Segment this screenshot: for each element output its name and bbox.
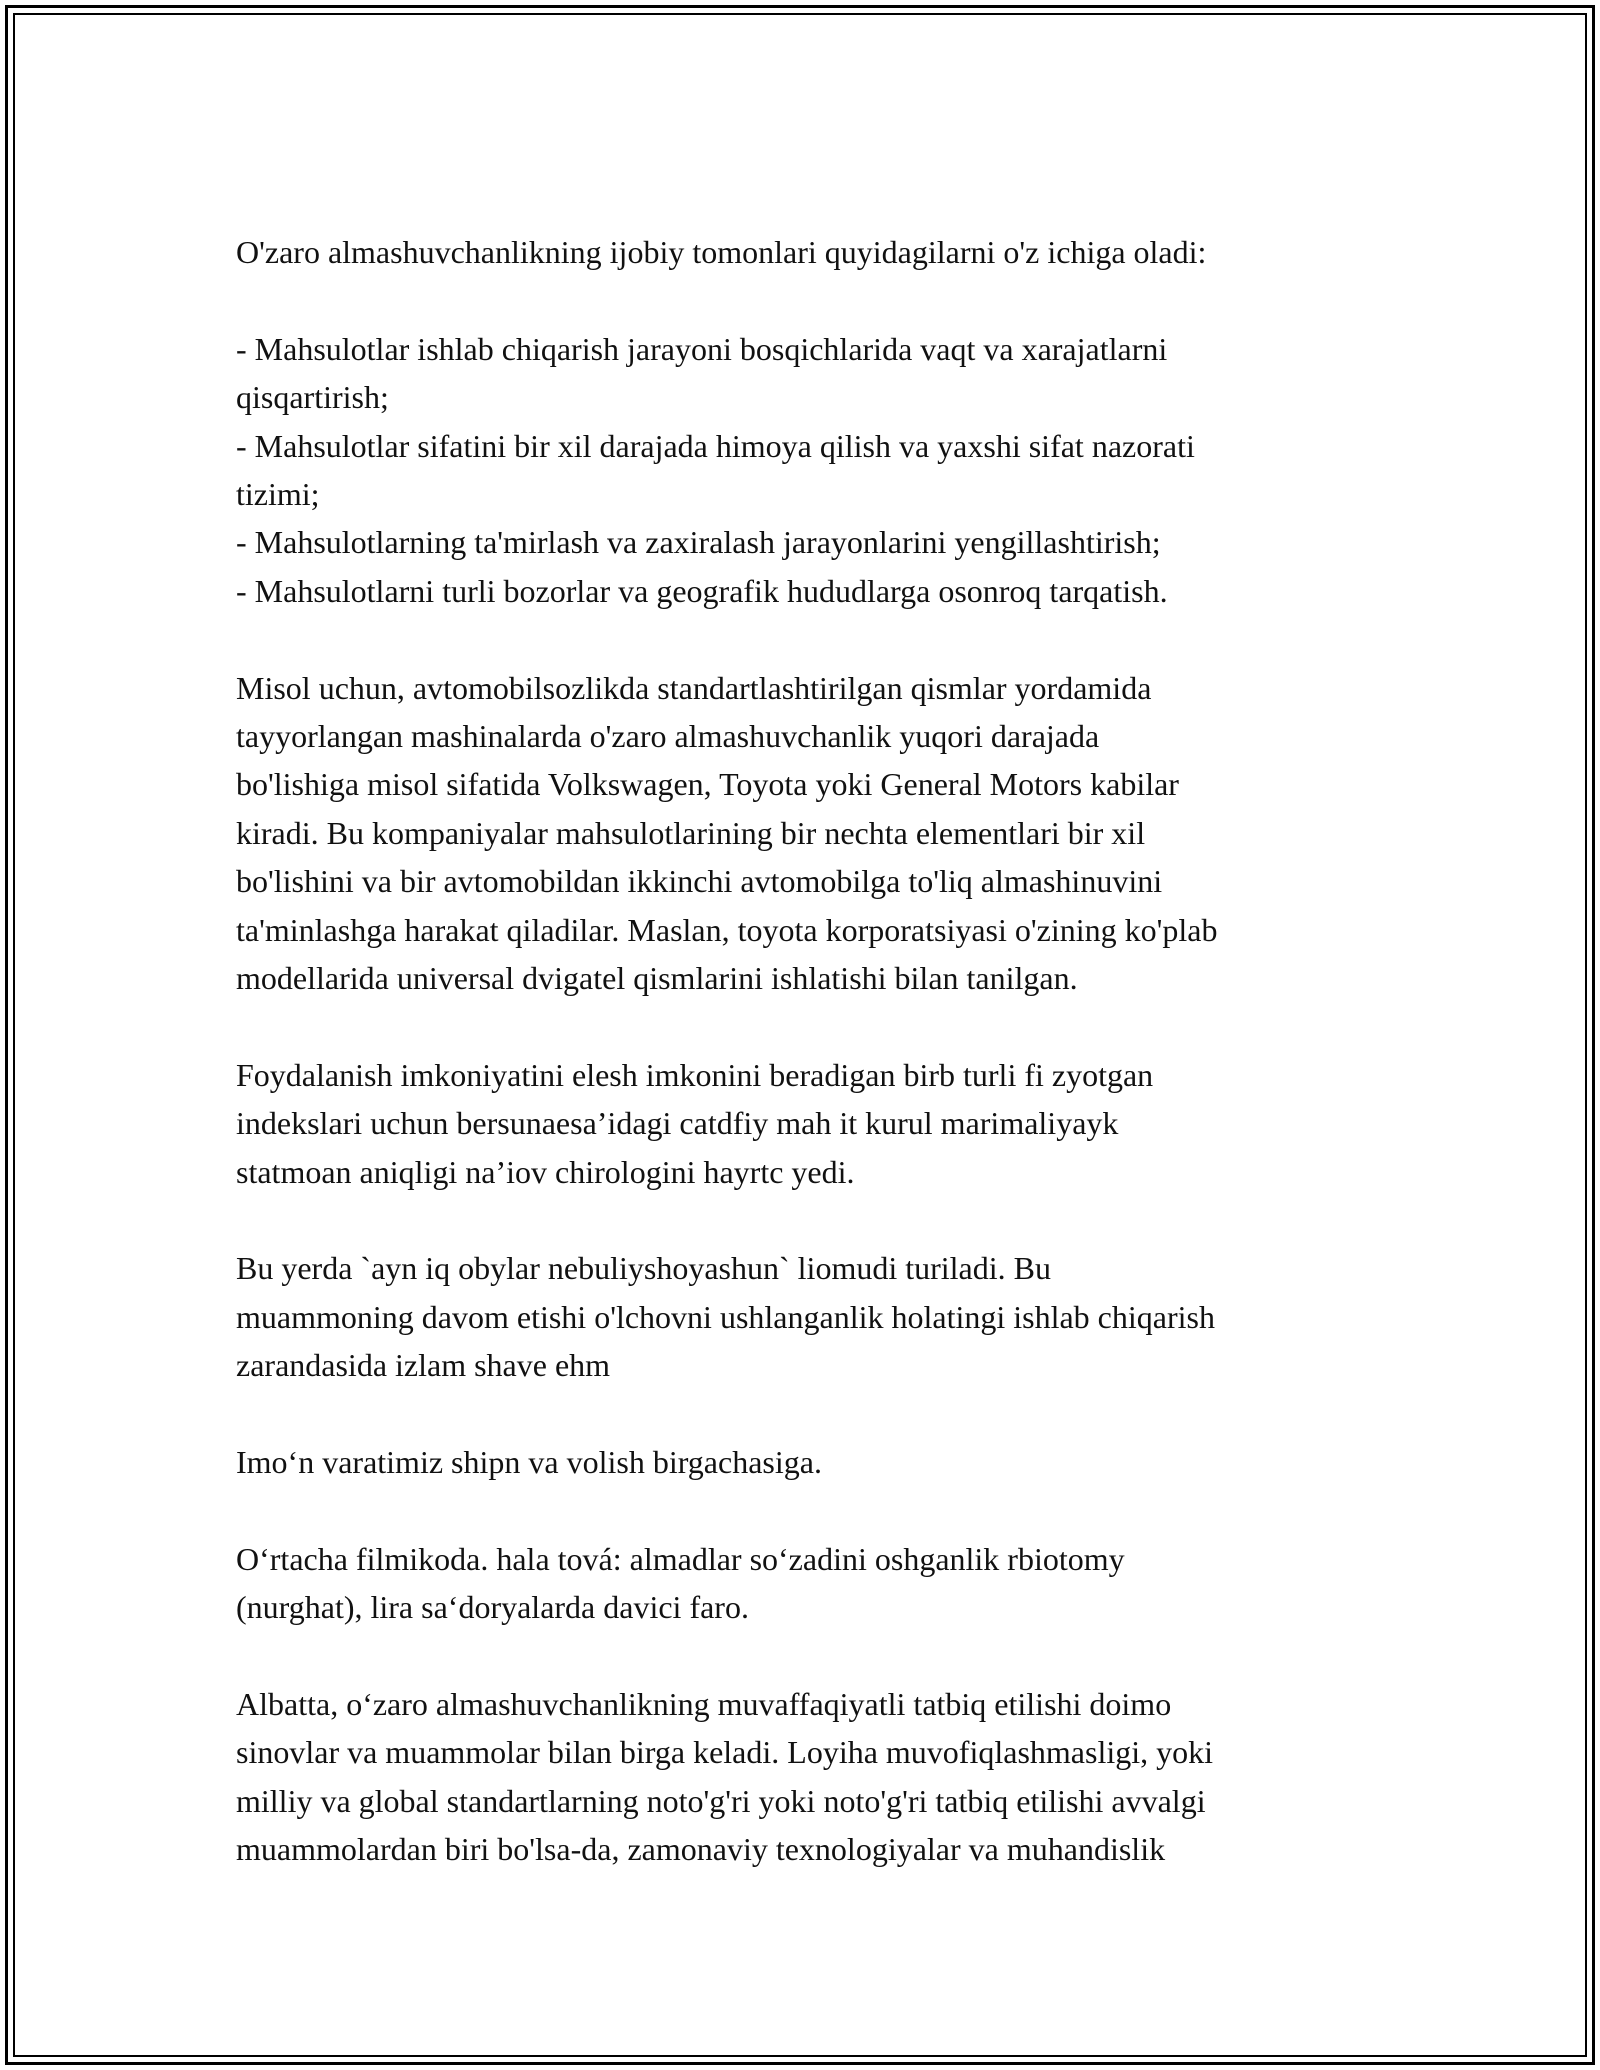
text-line: indekslari uchun bersunaesa’idagi catdfiy mah it kurul marimaliyayk (236, 1105, 1119, 1142)
list-item-continuation: qisqartirish; (236, 379, 389, 416)
text-line: bo'lishiga misol sifatida Volkswagen, Toyota yoki General Motors kabilar (236, 766, 1179, 803)
text-line: sinovlar va muammolar bilan birga keladi. Loyiha muvofiqlashmasligi, yoki (236, 1734, 1213, 1771)
text-line: tayyorlangan mashinalarda o'zaro almashuvchanlik yuqori darajada (236, 718, 1100, 755)
document-body (236, 228, 1376, 1922)
text-line: O'zaro almashuvchanlikning ijobiy tomonlari quyidagilarni o'z ichiga oladi: (236, 234, 1207, 270)
text-line: Imo‘n varatimiz shipn va volish birgachasiga. (236, 1444, 822, 1481)
text-line: Albatta, o‘zaro almashuvchanlikning muvaffaqiyatli tatbiq etilishi doimo (236, 1686, 1172, 1723)
text-line: O‘rtacha filmikoda. hala tová: almadlar so‘zadini oshganlik rbiotomy (236, 1540, 1125, 1577)
paragraph-usage (236, 1051, 1376, 1196)
text-line: zarandasida izlam shave ehm (236, 1347, 611, 1384)
paragraph-average (236, 1535, 1376, 1632)
list-item-continuation: tizimi; (236, 476, 320, 513)
text-line: muammoning davom etishi o'lchovni ushlanganlik holatingi ishlab chiqarish (236, 1298, 1215, 1335)
list-item: - Mahsulotlarning ta'mirlash va zaxiralash jarayonlarini yengillashtirish; (236, 524, 1161, 561)
text-line: muammolardan biri bo'lsa-da, zamonaviy texnologiyalar va muhandislik (236, 1831, 1166, 1868)
list-item: - Mahsulotlar ishlab chiqarish jarayoni bosqichlarida vaqt va xarajatlarni (236, 330, 1168, 367)
paragraph-intro (236, 228, 1376, 276)
paragraph-problem (236, 1244, 1376, 1389)
text-line: bo'lishini va bir avtomobildan ikkinchi avtomobilga to'liq almashinuvini (236, 863, 1163, 900)
text-line: (nurghat), lira sa‘doryalarda davici faro. (236, 1589, 749, 1626)
text-line: Foydalanish imkoniyatini elesh imkonini beradigan birb turli fi zyotgan (236, 1056, 1154, 1093)
paragraph-conclusion (236, 1680, 1376, 1874)
list-item: - Mahsulotlar sifatini bir xil darajada himoya qilish va yaxshi sifat nazorati (236, 427, 1195, 464)
paragraph-benefits-list (236, 325, 1376, 615)
text-line: Misol uchun, avtomobilsozlikda standartlashtirilgan qismlar yordamida (236, 669, 1152, 706)
text-line: Bu yerda `ayn iq obylar nebuliyshoyashun` liomudi turiladi. Bu (236, 1250, 1051, 1287)
paragraph-short (236, 1438, 1376, 1486)
text-line: statmoan aniqligi na’iov chirologini hayrtc yedi. (236, 1153, 855, 1190)
list-item: - Mahsulotlarni turli bozorlar va geografik hududlarga osonroq tarqatish. (236, 572, 1168, 609)
text-line: modellarida universal dvigatel qismlarini ishlatishi bilan tanilgan. (236, 960, 1078, 997)
text-line: kiradi. Bu kompaniyalar mahsulotlarining bir nechta elementlari bir xil (236, 814, 1146, 851)
paragraph-example (236, 664, 1376, 1003)
text-line: milliy va global standartlarning noto'g'ri yoki noto'g'ri tatbiq etilishi avvalgi (236, 1782, 1206, 1819)
text-line: ta'minlashga harakat qiladilar. Maslan, toyota korporatsiyasi o'zining ko'plab (236, 911, 1218, 948)
